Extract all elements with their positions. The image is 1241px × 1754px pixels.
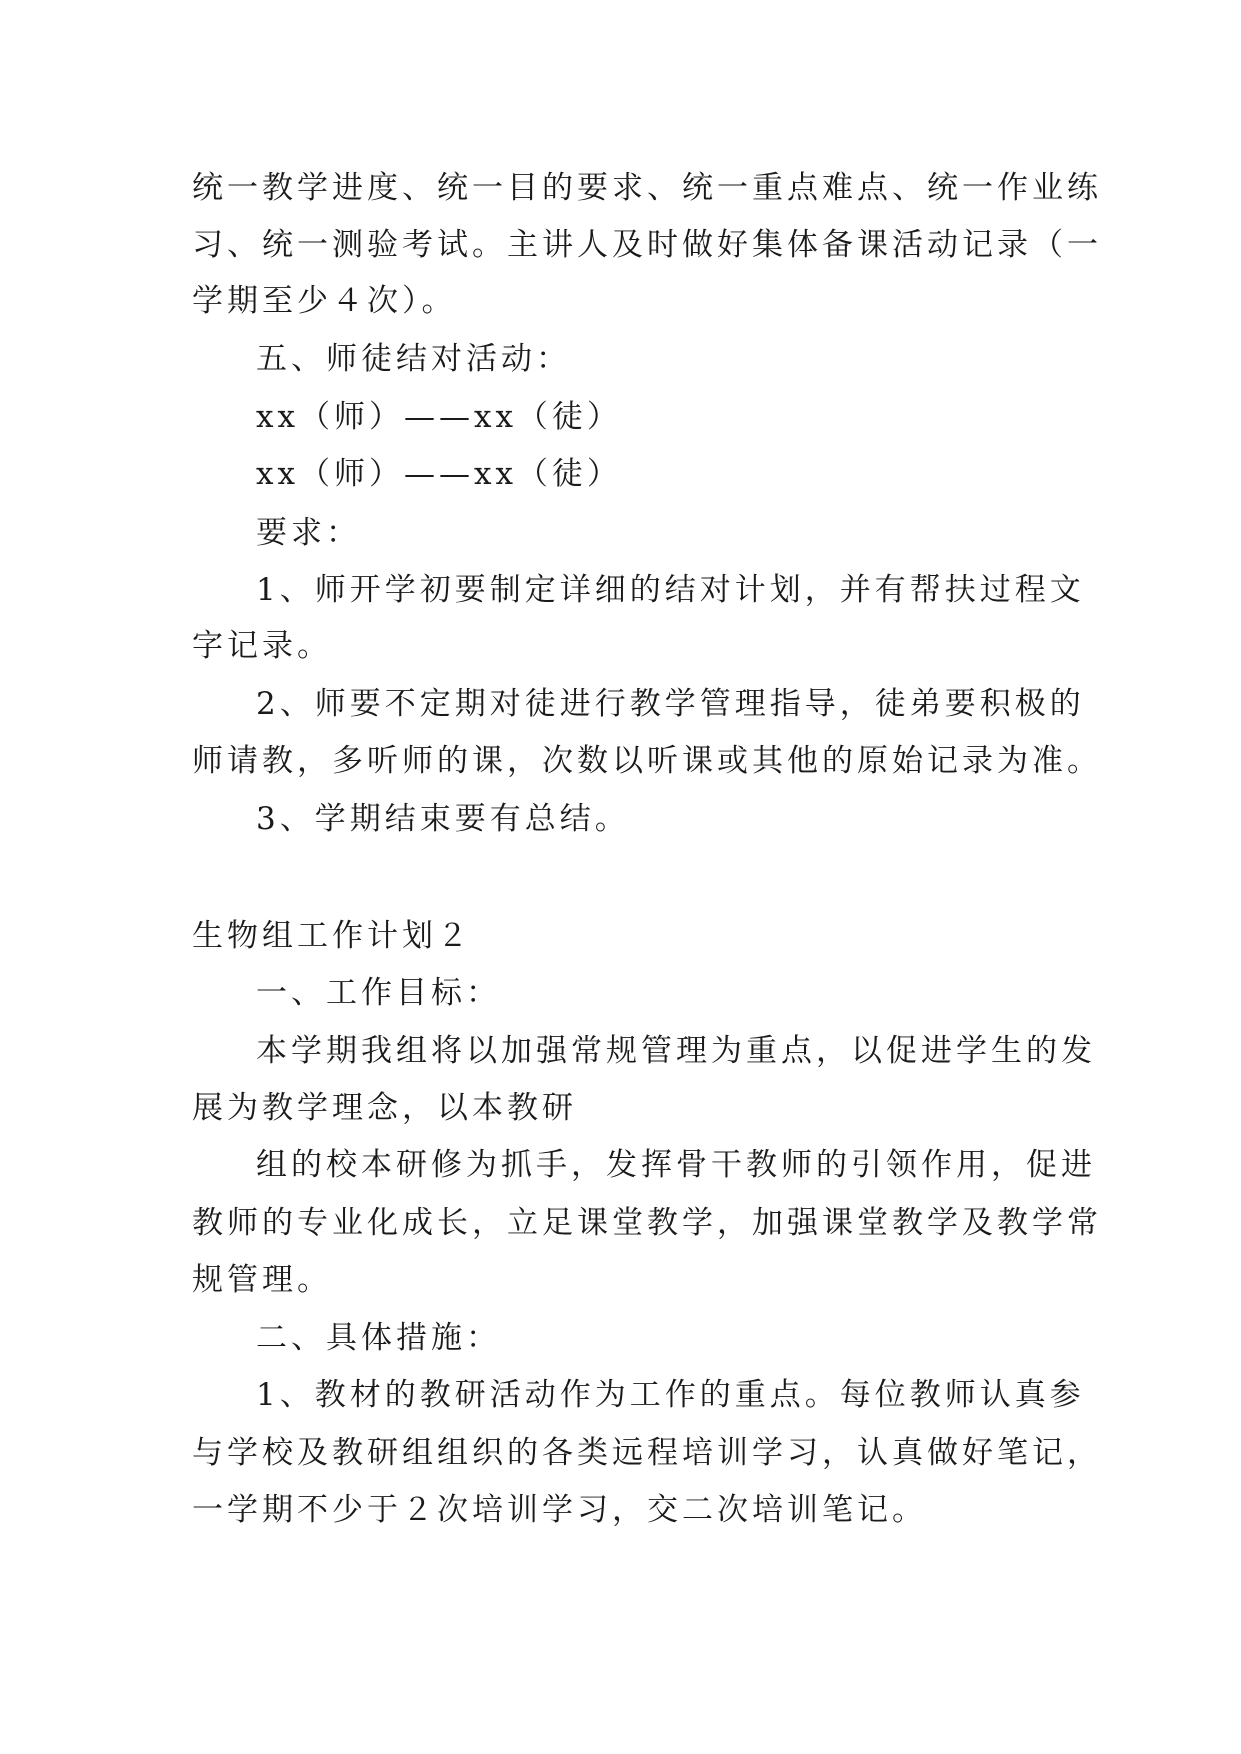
list-item: 2、师要不定期对徒进行教学管理指导，徒弟要积极的 bbox=[256, 686, 1085, 722]
text-line: 习、统一测验考试。主讲人及时做好集体备课活动记录（一 bbox=[192, 227, 1102, 263]
text-line: 要求： bbox=[256, 515, 361, 551]
text-line: 规管理。 bbox=[192, 1262, 332, 1298]
list-item: 1、师开学初要制定详细的结对计划，并有帮扶过程文 bbox=[256, 572, 1085, 608]
text-line: 本学期我组将以加强常规管理为重点，以促进学生的发 bbox=[256, 1033, 1096, 1069]
section-heading: 一、工作目标： bbox=[256, 975, 501, 1011]
text-line: 展为教学理念，以本教研 bbox=[192, 1090, 577, 1126]
text-line: xx（师）——xx（徒） bbox=[256, 456, 622, 492]
text-line: 师请教，多听师的课，次数以听课或其他的原始记录为准。 bbox=[192, 743, 1102, 779]
text-line: 学期至少４次）。 bbox=[192, 283, 457, 319]
list-item: 1、教材的教研活动作为工作的重点。每位教师认真参 bbox=[256, 1377, 1085, 1413]
text-line: 组的校本研修为抓手，发挥骨干教师的引领作用，促进 bbox=[256, 1147, 1096, 1183]
text-line: 教师的专业化成长，立足课堂教学，加强课堂教学及教学常 bbox=[192, 1205, 1102, 1241]
text-line: xx（师）——xx（徒） bbox=[256, 399, 622, 435]
list-item: 3、学期结束要有总结。 bbox=[256, 801, 630, 837]
section-heading: 五、师徒结对活动： bbox=[256, 341, 571, 377]
document-title: 生物组工作计划２ bbox=[192, 918, 472, 954]
text-line: 一学期不少于２次培训学习，交二次培训笔记。 bbox=[192, 1492, 927, 1528]
text-line: 与学校及教研组组织的各类远程培训学习，认真做好笔记， bbox=[192, 1435, 1102, 1471]
section-heading: 二、具体措施： bbox=[256, 1320, 501, 1356]
text-line: 统一教学进度、统一目的要求、统一重点难点、统一作业练 bbox=[192, 170, 1102, 206]
text-line: 字记录。 bbox=[192, 628, 332, 664]
